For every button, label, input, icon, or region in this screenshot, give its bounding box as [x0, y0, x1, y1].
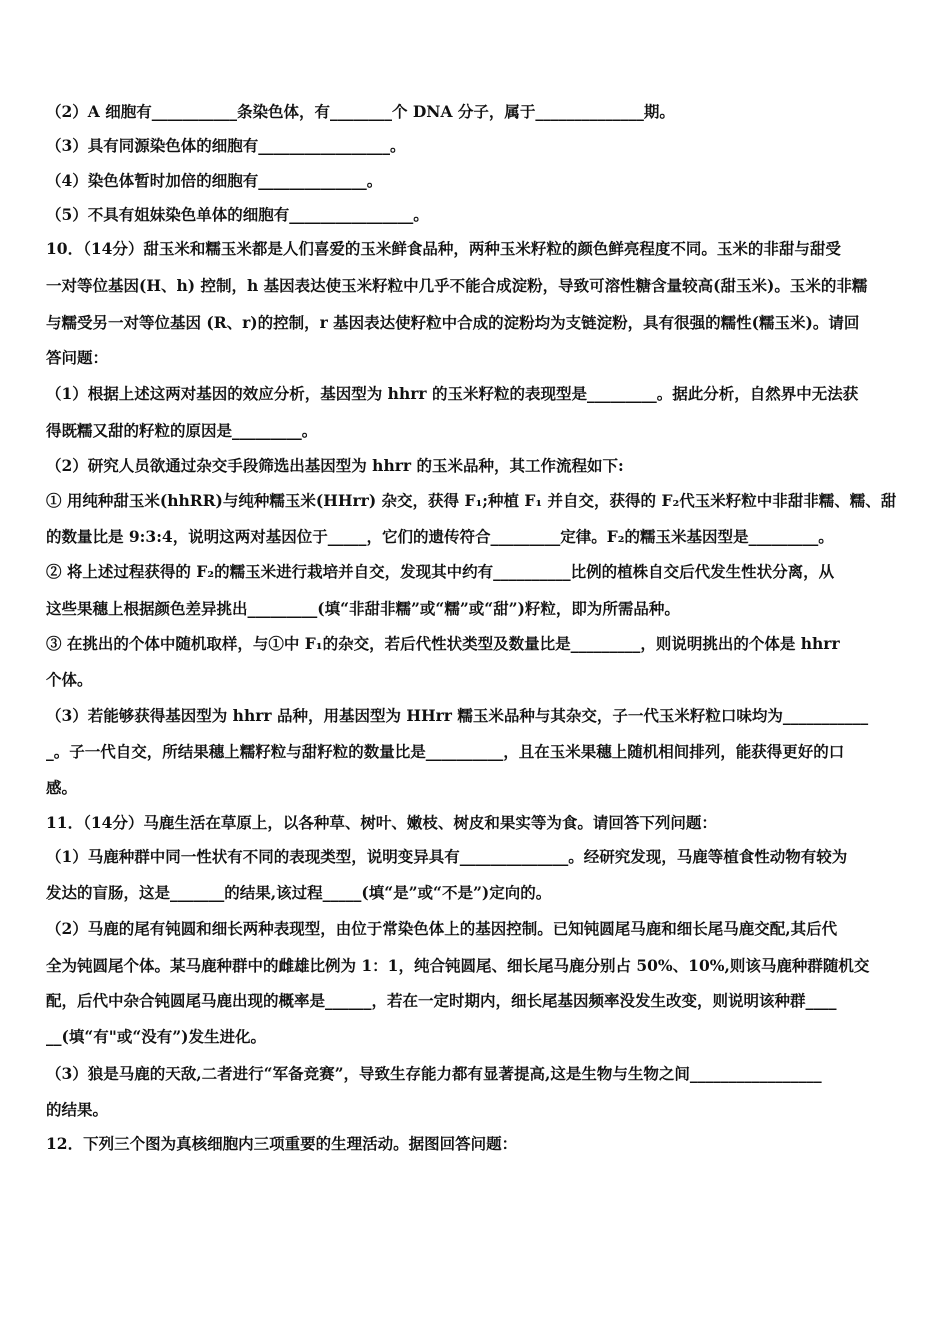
q10-sub2-line: （2）研究人员欲通过杂交手段筛选出基因型为 hhrr 的玉米品种，其工作流程如下:	[46, 456, 624, 475]
q10-sub3-line-3: 感。	[46, 778, 78, 797]
q11-sub1-line-2: 发达的盲肠，这是_______的结果,该过程_____(填“是”或“不是”)定向的。	[46, 883, 552, 902]
q11-sub3-line-1: （3）狼是马鹿的天敌,二者进行“军备竞赛”，导致生存能力都有显著提高,这是生物与生物之间_________________	[46, 1064, 822, 1083]
q11-stem-line: 11．（14分）马鹿生活在草原上，以各种草、树叶、嫩枝、树皮和果实等为食。请回答下列问题：	[46, 813, 717, 832]
q10-sub3-line-2: _。子一代自交，所结果穗上糯籽粒与甜籽粒的数量比是__________，且在玉米果穗上随机相间排列，能获得更好的口	[46, 742, 845, 761]
q11-sub2-line-4: __(填“有"或“没有”)发生进化。	[46, 1027, 266, 1046]
q9-sub2-line: （2）A 细胞有___________条染色体，有________个 DNA 分子，属于______________期。	[46, 102, 675, 121]
q9-sub5-line: （5）不具有姐妹染色单体的细胞有________________。	[46, 205, 429, 224]
q10-sub1-line-2: 得既糯又甜的籽粒的原因是_________。	[46, 421, 318, 440]
q10-stem-line-1: 10．（14分）甜玉米和糯玉米都是人们喜爱的玉米鲜食品种，两种玉米籽粒的颜色鲜亮程度不同。玉米的非甜与甜受	[46, 239, 841, 258]
q11-sub2-line-3: 配，后代中杂合钝圆尾马鹿出现的概率是______，若在一定时期内，细长尾基因频率没发生改变，则说明该种群____	[46, 991, 837, 1010]
q11-sub2-line-1: （2）马鹿的尾有钝圆和细长两种表现型，由位于常染色体上的基因控制。已知钝圆尾马鹿和细长尾马鹿交配,其后代	[46, 919, 838, 938]
q9-sub4-line: （4）染色体暂时加倍的细胞有______________。	[46, 171, 383, 190]
q10-step2-line-2: 这些果穗上根据颜色差异挑出_________(填“非甜非糯”或“糯”或“甜”)籽粒，即为所需品种。	[46, 599, 680, 618]
q11-sub3-line-2: 的结果。	[46, 1100, 109, 1119]
q11-sub1-line-1: （1）马鹿种群中同一性状有不同的表现类型，说明变异具有______________。经研究发现，马鹿等植食性动物有较为	[46, 847, 848, 866]
q12-stem-line: 12．下列三个图为真核细胞内三项重要的生理活动。据图回答问题：	[46, 1134, 518, 1153]
q10-step3-line-2: 个体。	[46, 670, 93, 689]
q10-sub3-line-1: （3）若能够获得基因型为 hhrr 品种，用基因型为 HHrr 糯玉米品种与其杂交，子一代玉米籽粒口味均为___________	[46, 706, 869, 725]
q10-stem-line-2: 一对等位基因(H、h) 控制，h 基因表达使玉米籽粒中几乎不能合成淀粉，导致可溶性糖含量较高(甜玉米)。玉米的非糯	[46, 276, 868, 295]
q10-step1-line-2: 的数量比是 9:3:4，说明这两对基因位于_____，它们的遗传符合_________定律。F₂的糯玉米基因型是_________。	[46, 527, 834, 546]
q10-step3-line-1: ③ 在挑出的个体中随机取样，与①中 F₁的杂交，若后代性状类型及数量比是_________，则说明挑出的个体是 hhrr	[46, 634, 840, 653]
q10-sub1-line-1: （1）根据上述这两对基因的效应分析，基因型为 hhrr 的玉米籽粒的表现型是_________。据此分析，自然界中无法获	[46, 384, 859, 403]
q11-sub2-line-2: 全为钝圆尾个体。某马鹿种群中的雌雄比例为 1：1，纯合钝圆尾、细长尾马鹿分别占 50%、10%,则该马鹿种群随机交	[46, 956, 870, 975]
q10-step1-line-1: ① 用纯种甜玉米(hhRR)与纯种糯玉米(HHrr) 杂交，获得 F₁;种植 F₁ 并自交，获得的 F₂代玉米籽粒中非甜非糯、糯、甜	[46, 491, 897, 510]
q10-stem-line-4: 答问题：	[46, 348, 109, 367]
q10-stem-line-3: 与糯受另一对等位基因 (R、r)的控制，r 基因表达使籽粒中合成的淀粉均为支链淀粉，具有很强的糯性(糯玉米)。请回	[46, 313, 860, 332]
q10-step2-line-1: ② 将上述过程获得的 F₂的糯玉米进行栽培并自交，发现其中约有__________比例的植株自交后代发生性状分离，从	[46, 562, 835, 581]
q9-sub3-line: （3）具有同源染色体的细胞有_________________。	[46, 136, 406, 155]
